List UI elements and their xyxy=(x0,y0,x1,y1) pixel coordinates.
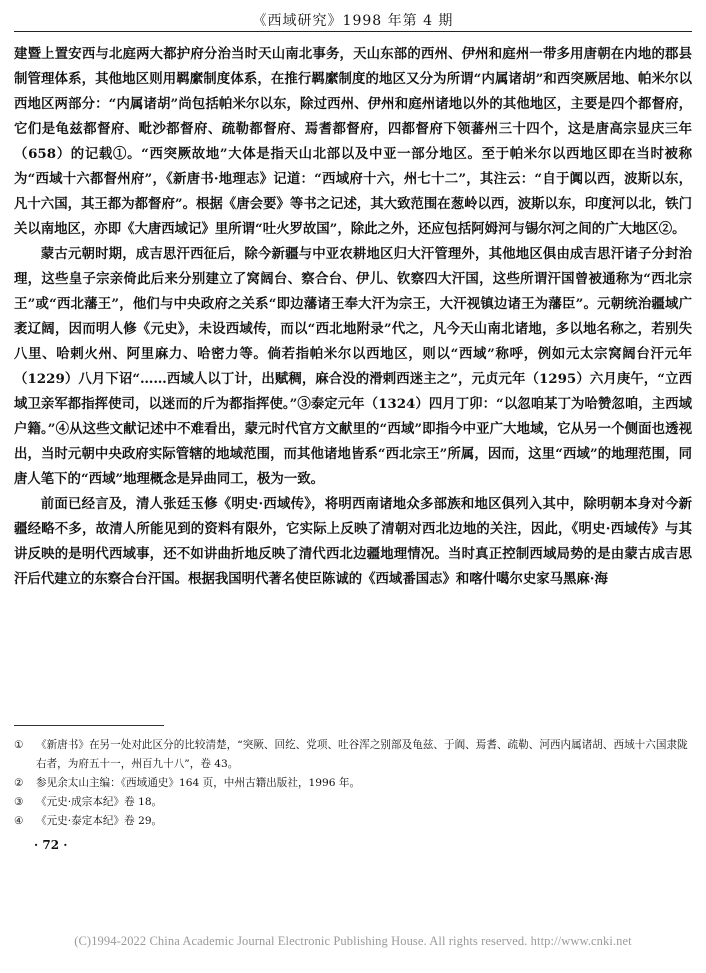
footnote-4 xyxy=(14,812,692,831)
footnote-text: 参见余太山主编：《西域通史》164 页，中州古籍出版社，1996 年。 xyxy=(36,777,361,789)
running-header: 《西域研究》1998 年第 4 期 xyxy=(252,13,454,29)
paragraph-tang-regions: 建暨上置安西与北庭两大都护府分治当时天山南北事务，天山东部的西州、伊州和庭州一带多用唐朝在内地的郡县制管理体系，其他地区则用羁縻制度体系，在推行羁縻制度的地区又分为所谓“内属诸胡”和西突厥居地、帕米尔以西地区两部分：“内属诸胡”尚包括帕米尔以东，除过西州、伊州和庭州诸地以外的其他地区，主要是四个都督府，它们是龟兹都督府、毗沙都督府、疏勒都督府、焉耆都督府，四都督府下领蕃州三十四个，这是唐高宗显庆三年（658）的记载①。“西突厥故地”大体是指天山北部以及中亚一部分地区。至于帕米尔以西地区即在当时被称为“西域十六都督州府”，《新唐书·地理志》记道：“西域府十六，州七十二”，其注云：“自于阗以西，波斯以东，凡十六国，其王都为都督府”。根据《唐会要》等书之记述，其大致范围在葱岭以西，波斯以东，印度河以北，铁门关以南地区，亦即《大唐西域记》里所谓“吐火罗故国”，除此之外，还应包括阿姆河与锡尔河之间的广大地区②。 xyxy=(14,46,692,237)
footnote-3 xyxy=(14,793,692,812)
paragraph-yuan-period: 蒙古元朝时期，成吉思汗西征后，除今新疆与中亚农耕地区归大汗管理外，其他地区俱由成吉思汗诸子分封治理，这些皇子宗亲倚此后来分别建立了窝阔台、察合台、伊儿、钦察四大汗国，这些所谓汗国曾被通称为“西北宗王”或“西北藩王”，他们与中央政府之关系“即边藩诸王奉大汗为宗王，大汗视镇边诸王为藩臣”。元朝统治疆域广袤辽阔，因而明人修《元史》，未设西域传，而以“西北地附录”代之，凡今天山南北诸地，多以地名称之，若别失八里、哈剌火州、阿里麻力、哈密力等。倘若指帕米尔以西地区，则以“西域”称呼，例如元太宗窝阔台汗元年（1229）八月下诏“……西域人以丁计，出赋稠，麻合没的滑剌西迷主之”，元贞元年（1295）六月庚午，“立西域卫亲军都指挥使司，以迷而的斤为都指挥使。”③泰定元年（1324）四月丁卯：“以忽咱某丁为哈赞忽咱，主西域户籍。”④从这些文献记述中不难看出，蒙元时代官方文献里的“西域”即指今中亚广大地域，它从另一个侧面也透视出，当时元朝中央政府实际管辖的地域范围，而其他诸地皆系“西北宗王”所属，因而，这里“西域”的地理范围，同唐人笔下的“西域”地理概念是异曲同工，极为一致。 xyxy=(14,246,692,487)
header-divider xyxy=(14,31,692,32)
paragraph-ming-history: 前面已经言及，清人张廷玉修《明史·西域传》，将明西南诸地众多部族和地区俱列入其中，除明朝本身对今新疆经略不多，故清人所能见到的资料有限外，它实际上反映了清朝对西北边地的关注，因此，《明史·西域传》与其讲反映的是明代西域事，还不如讲曲折地反映了清代西北边疆地理情况。当时真正控制西域局势的是由蒙古成吉思汗后代建立的东察合台汗国。根据我国明代著名使臣陈诚的《西域番国志》和喀什噶尔史家马黑麻·海 xyxy=(14,496,692,587)
copyright-notice: (C)1994-2022 China Academic Journal Electronic Publishing House. All rights reserved. http://www.cnki.net xyxy=(74,934,632,948)
footnotes xyxy=(14,736,692,831)
footnote-1 xyxy=(14,736,692,774)
page-number: · 72 · xyxy=(34,838,68,852)
footnote-marker: ① xyxy=(14,739,24,751)
footnote-marker: ④ xyxy=(14,815,24,827)
footnote-2 xyxy=(14,774,692,793)
footnote-divider xyxy=(14,725,164,726)
footnote-text: 《元史·泰定本纪》卷 29。 xyxy=(36,815,163,827)
footnote-text: 《新唐书》在另一处对此区分的比较清楚，“突厥、回纥、党项、吐谷浑之别部及龟兹、于阗、焉耆、疏勒、河西内属诸胡、西域十六国隶陇右者，为府五十一，州百九十八”，卷 43。 xyxy=(36,739,688,770)
footnote-marker: ② xyxy=(14,777,24,789)
article-body xyxy=(14,42,692,592)
footnote-text: 《元史·成宗本纪》卷 18。 xyxy=(36,796,163,808)
footnote-marker: ③ xyxy=(14,796,24,808)
